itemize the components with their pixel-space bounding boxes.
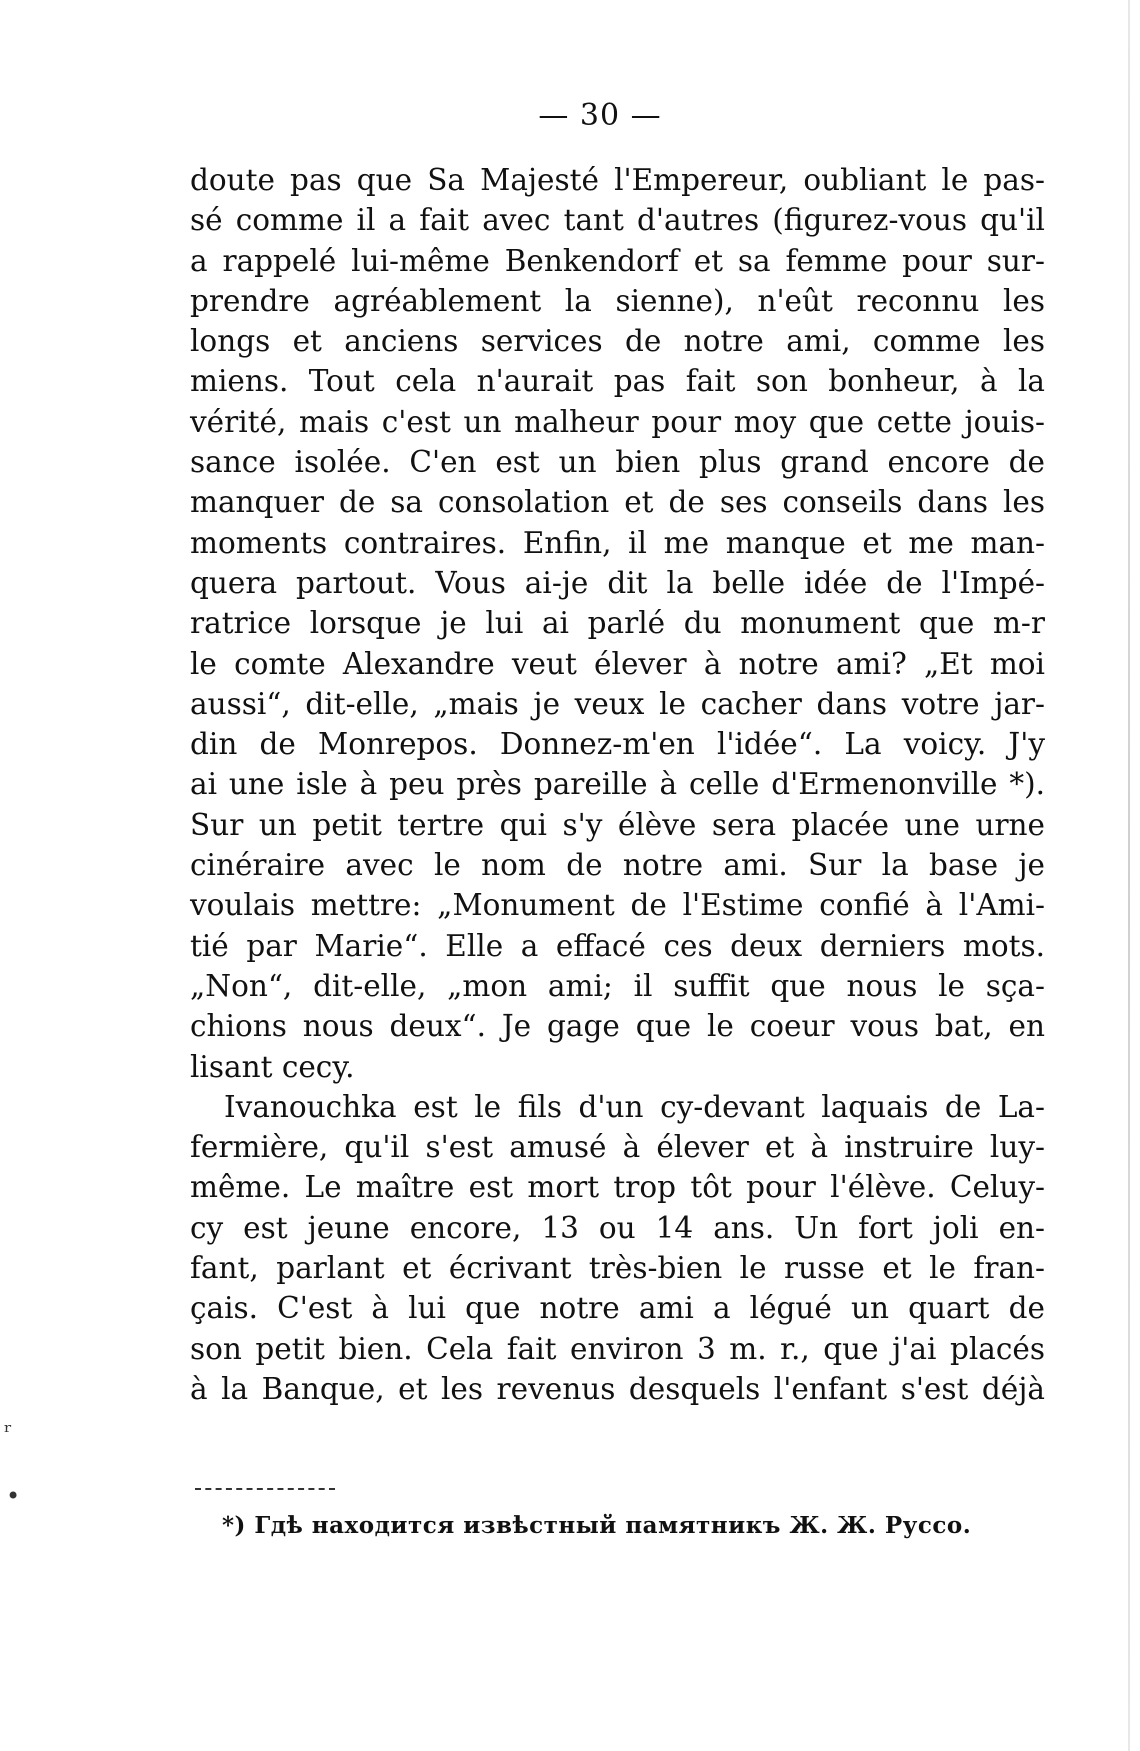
text-line: le comte Alexandre veut élever à notre ami? „Et moi bbox=[190, 646, 1045, 681]
text-line: longs et anciens services de notre ami, comme les bbox=[190, 324, 1045, 359]
text-line: sance isolée. C'en est un bien plus grand encore de bbox=[190, 445, 1045, 480]
text-line: cinéraire avec le nom de notre ami. Sur la base je bbox=[190, 848, 1045, 883]
text-line: aussi“, dit-elle, „mais je veux le cacher dans votre jar- bbox=[190, 686, 1045, 721]
text-line: doute pas que Sa Majesté l'Empereur, oubliant le pas- bbox=[190, 163, 1045, 197]
text-line: sé comme il a fait avec tant d'autres (figurez-vous qu'il bbox=[190, 203, 1045, 238]
text-line: tié par Marie“. Elle a effacé ces deux derniers mots. bbox=[190, 928, 1045, 963]
text-line: voulais mettre: „Monument de l'Estime confié à l'Ami- bbox=[190, 888, 1045, 923]
text-line: lisant cecy. bbox=[190, 1049, 355, 1084]
text-line: chions nous deux“. Je gage que le coeur vous bat, en bbox=[190, 1009, 1045, 1044]
text-line: même. Le maître est mort trop tôt pour l'élève. Celuy- bbox=[190, 1170, 1045, 1205]
text-line: Sur un petit tertre qui s'y élève sera placée une urne bbox=[190, 807, 1045, 842]
page-number: — 30 — bbox=[538, 98, 662, 133]
text-line: „Non“, dit-elle, „mon ami; il suffit que nous le sça- bbox=[190, 968, 1045, 1003]
text-line: çais. C'est à lui que notre ami a légué un quart de bbox=[190, 1291, 1045, 1326]
footnote: *) Гдѣ находится извѣстный памятникъ Ж. Ж. Руссо. bbox=[222, 1512, 972, 1539]
text-line: quera partout. Vous ai-je dit la belle idée de l'Impé- bbox=[190, 565, 1045, 600]
text-line: moments contraires. Enfin, il me manque et me man- bbox=[190, 525, 1045, 560]
margin-mark-2: • bbox=[6, 1482, 21, 1510]
text-line: ratrice lorsque je lui ai parlé du monument que m-r bbox=[190, 606, 1045, 641]
text-line: cy est jeune encore, 13 ou 14 ans. Un fort joli en- bbox=[190, 1210, 1045, 1245]
text-line: ai une isle à peu près pareille à celle d'Ermenonville *). bbox=[190, 767, 1045, 802]
text-line: son petit bien. Cela fait environ 3 m. r., que j'ai placés bbox=[190, 1331, 1045, 1366]
text-line: fant, parlant et écrivant très-bien le russe et le fran- bbox=[190, 1251, 1045, 1286]
page-edge bbox=[1128, 0, 1130, 1751]
text-line: prendre agréablement la sienne), n'eût reconnu les bbox=[190, 283, 1045, 318]
text-line: a rappelé lui-même Benkendorf et sa femme pour sur- bbox=[190, 243, 1045, 278]
body-text bbox=[190, 160, 1045, 1409]
text-line: vérité, mais c'est un malheur pour moy que cette jouis- bbox=[190, 404, 1045, 439]
text-line: miens. Tout cela n'aurait pas fait son bonheur, à la bbox=[190, 364, 1045, 399]
text-line: Ivanouchka est le fils d'un cy-devant laquais de La- bbox=[224, 1089, 1045, 1124]
text-line: à la Banque, et les revenus desquels l'enfant s'est déjà bbox=[190, 1371, 1045, 1406]
footnote-divider bbox=[195, 1488, 335, 1490]
text-line: fermière, qu'il s'est amusé à élever et à instruire luy- bbox=[190, 1130, 1045, 1165]
text-line: din de Monrepos. Donnez-m'en l'idée“. La voicy. J'y bbox=[190, 727, 1045, 762]
margin-mark-1: ʳ bbox=[4, 1418, 13, 1446]
text-line: manquer de sa consolation et de ses conseils dans les bbox=[190, 485, 1045, 520]
